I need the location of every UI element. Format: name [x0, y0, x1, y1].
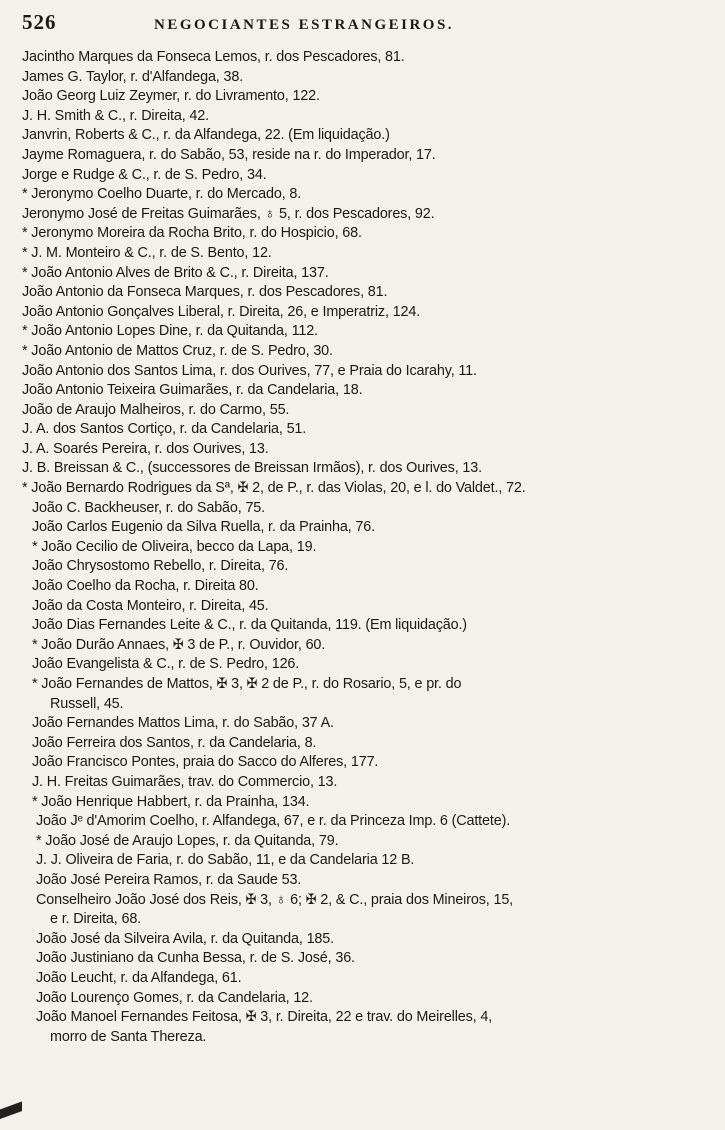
list-item: João Evangelista & C., r. de S. Pedro, 126.	[32, 656, 300, 673]
list-item: João Manoel Fernandes Feitosa, ✠ 3, r. Direita, 22 e trav. do Meirelles, 4,	[36, 1009, 493, 1026]
list-item: João Antonio Gonçalves Liberal, r. Direita, 26, e Imperatriz, 124.	[22, 303, 421, 320]
list-item: J. J. Oliveira de Faria, r. do Sabão, 11, e da Candelaria 12 B.	[36, 852, 415, 869]
list-item: * João Antonio Lopes Dine, r. da Quitanda, 112.	[22, 323, 318, 340]
list-item: João Fernandes Mattos Lima, r. do Sabão, 37 A.	[32, 715, 334, 732]
list-item: * João Antonio Alves de Brito & C., r. Direita, 137.	[22, 264, 329, 281]
page-header	[22, 10, 712, 46]
list-item: Janvrin, Roberts & C., r. da Alfandega, 22. (Em liquidação.)	[22, 127, 390, 144]
page-number: 526	[22, 10, 57, 34]
list-item: João Antonio Teixeira Guimarães, r. da Candelaria, 18.	[22, 382, 363, 399]
list-item: Jayme Romaguera, r. do Sabão, 53, reside na r. do Imperador, 17.	[22, 146, 436, 163]
list-item: * João José de Araujo Lopes, r. da Quitanda, 79.	[36, 832, 339, 849]
list-item: * J. M. Monteiro & C., r. de S. Bento, 12.	[22, 244, 272, 261]
list-item: João Antonio dos Santos Lima, r. dos Ourives, 77, e Praia do Icarahy, 11.	[22, 362, 477, 379]
merchant-list	[22, 48, 712, 1047]
list-item: J. H. Freitas Guimarães, trav. do Commercio, 13.	[32, 773, 338, 790]
list-item: João José Pereira Ramos, r. da Saude 53.	[36, 871, 302, 888]
list-item: João Dias Fernandes Leite & C., r. da Quitanda, 119. (Em liquidação.)	[32, 617, 467, 634]
list-item: João Francisco Pontes, praia do Sacco do Alferes, 177.	[32, 754, 379, 771]
list-item: João Georg Luiz Zeymer, r. do Livramento, 122.	[22, 88, 320, 105]
list-item: J. A. Soarés Pereira, r. dos Ourives, 13.	[22, 440, 269, 457]
directory-page	[22, 10, 712, 1047]
list-item: João Carlos Eugenio da Silva Ruella, r. da Prainha, 76.	[32, 519, 375, 536]
list-item: João Leucht, r. da Alfandega, 61.	[36, 969, 242, 986]
list-item: João C. Backheuser, r. do Sabão, 75.	[32, 499, 266, 516]
page-edge-shadow	[0, 1090, 22, 1130]
list-item: Jeronymo José de Freitas Guimarães, ♁ 5, r. dos Pescadores, 92.	[22, 205, 435, 222]
list-item: João José da Silveira Avila, r. da Quitanda, 185.	[36, 930, 334, 947]
list-item: João Justiniano da Cunha Bessa, r. de S. José, 36.	[36, 950, 355, 967]
list-item: * João Antonio de Mattos Cruz, r. de S. Pedro, 30.	[22, 342, 333, 359]
running-title: NEGOCIANTES ESTRANGEIROS.	[154, 17, 455, 33]
list-item: * João Durão Annaes, ✠ 3 de P., r. Ouvidor, 60.	[32, 636, 326, 653]
list-item: João Ferreira dos Santos, r. da Candelaria, 8.	[32, 734, 317, 751]
list-item: João Coelho da Rocha, r. Direita 80.	[32, 578, 259, 595]
list-item: João da Costa Monteiro, r. Direita, 45.	[32, 597, 269, 614]
list-item-continuation: Russell, 45.	[50, 695, 124, 712]
list-item: J. A. dos Santos Cortiço, r. da Candelaria, 51.	[22, 421, 307, 438]
list-item-continuation: e r. Direita, 68.	[50, 911, 142, 928]
list-item: João de Araujo Malheiros, r. do Carmo, 55.	[22, 401, 290, 418]
list-item: João Antonio da Fonseca Marques, r. dos Pescadores, 81.	[22, 284, 388, 301]
list-item: João Lourenço Gomes, r. da Candelaria, 12.	[36, 989, 313, 1006]
list-item: Conselheiro João José dos Reis, ✠ 3, ♁ 6; ✠ 2, & C., praia dos Mineiros, 15,	[36, 891, 514, 908]
list-item: * João Fernandes de Mattos, ✠ 3, ✠ 2 de P., r. do Rosario, 5, e pr. do	[32, 676, 462, 692]
list-item: * Jeronymo Coelho Duarte, r. do Mercado, 8.	[22, 186, 302, 203]
list-item: Jorge e Rudge & C., r. de S. Pedro, 34.	[22, 166, 267, 183]
list-item: J. B. Breissan & C., (successores de Breissan Irmãos), r. dos Ourives, 13.	[22, 460, 482, 477]
list-item: João Chrysostomo Rebello, r. Direita, 76.	[32, 558, 289, 575]
list-item: * João Bernardo Rodrigues da Sª, ✠ 2, de P., r. das Violas, 20, e l. do Valdet., 72.	[22, 480, 526, 497]
list-item: * João Henrique Habbert, r. da Prainha, 134.	[32, 793, 310, 810]
list-item-continuation: morro de Santa Thereza.	[50, 1028, 207, 1045]
list-item: James G. Taylor, r. d'Alfandega, 38.	[22, 68, 244, 85]
list-item: Jacintho Marques da Fonseca Lemos, r. dos Pescadores, 81.	[22, 49, 405, 65]
list-item: João Jᵉ d'Amorim Coelho, r. Alfandega, 67, e r. da Princeza Imp. 6 (Cattete).	[36, 813, 511, 830]
list-item: * Jeronymo Moreira da Rocha Brito, r. do Hospicio, 68.	[22, 225, 362, 242]
list-item: * João Cecilio de Oliveira, becco da Lapa, 19.	[32, 538, 317, 555]
list-item: J. H. Smith & C., r. Direita, 42.	[22, 107, 209, 124]
